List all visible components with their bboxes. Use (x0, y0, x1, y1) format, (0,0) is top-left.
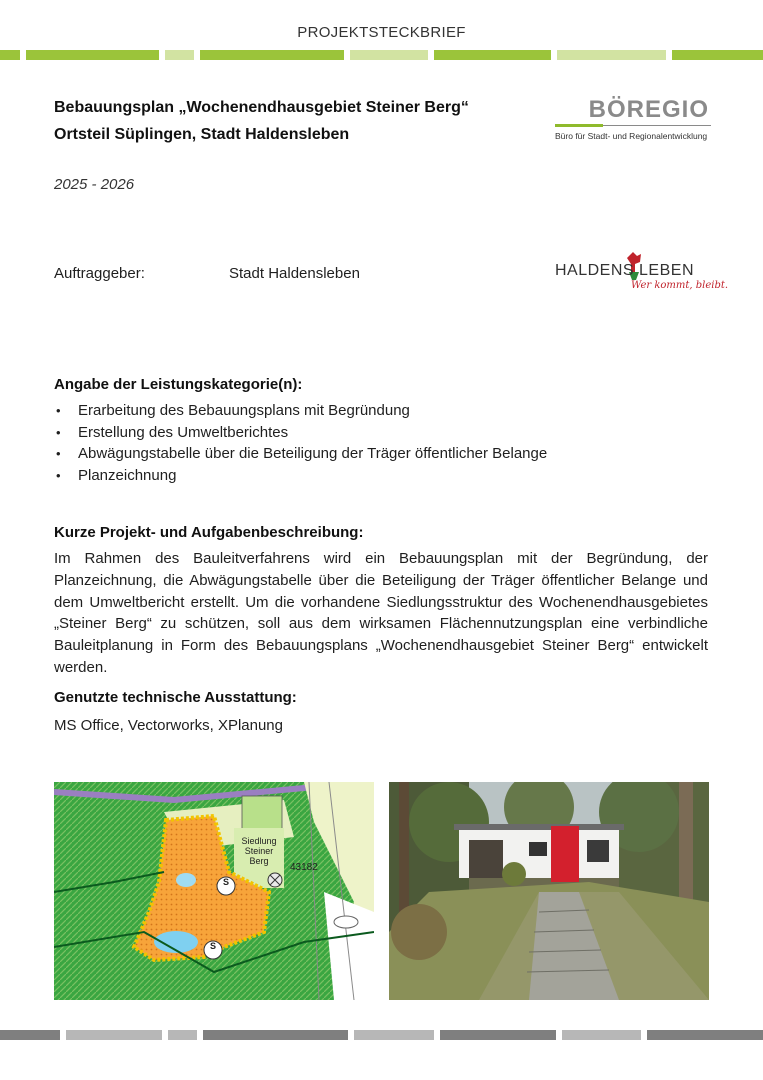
list-item: • Planzeichnung (54, 465, 547, 487)
services-heading: Angabe der Leistungskategorie(n): (54, 376, 303, 393)
list-item: • Erstellung des Umweltberichtes (54, 422, 547, 444)
map-settlement-label (234, 836, 284, 866)
haldensleben-logo (553, 250, 729, 298)
services-list (54, 400, 547, 486)
map-label-line: Steiner (244, 846, 274, 856)
list-item: • Abwägungstabelle über die Beteiligung der Träger öffentlicher Belange (54, 443, 547, 465)
map-symbol-letter: S (209, 941, 216, 951)
bottom-decor-bars (0, 1030, 763, 1040)
top-decor-bars (0, 50, 763, 60)
weekend-house-photo (389, 782, 709, 1000)
boregio-logo (553, 96, 713, 146)
boregio-logo-tagline: Büro für Stadt- und Regionalentwicklung (555, 131, 708, 141)
map-label-line: Siedlung (241, 836, 277, 846)
list-item: • Erarbeitung des Bebauungsplans mit Begründung (54, 400, 547, 422)
project-period: 2025 - 2026 (54, 176, 135, 193)
boregio-logo-rule (603, 125, 711, 126)
plan-map-image (54, 782, 374, 1000)
haldensleben-logo-slogan: Wer kommt, bleibt. (631, 280, 729, 291)
boregio-logo-name: BÖREGIO (588, 96, 709, 123)
tools-heading: Genutzte technische Ausstattung: (54, 689, 297, 706)
description-heading: Kurze Projekt- und Aufgabenbeschreibung: (54, 524, 364, 541)
client-label: Auftraggeber: (54, 265, 145, 282)
project-subtitle: Ortsteil Süplingen, Stadt Haldensleben (54, 126, 350, 143)
project-title: Bebauungsplan „Wochenendhausgebiet Steiner Berg“ (54, 99, 469, 116)
map-label-line: Berg (249, 856, 269, 866)
description-text: Im Rahmen des Bauleitverfahrens wird ein Bebauungsplan mit der Begründung, der Planzeichnung, die Abwägungstabelle über die Beteiligung der Träger öffentlicher Belange und dem Umweltbericht erstellt. Um die vorhandene Siedlungsstruktur des Wochenendhausgebietes „Steiner Berg“ zu schützen, soll aus dem wirksamen Flächennutzungsplan eine verbindliche Bauleitplanung in Form des Bebauungsplans „Wochenendhausgebiet Steiner Berg“ entwickelt werden. (54, 550, 708, 676)
map-symbol-letter: S (222, 877, 229, 887)
boregio-logo-accent (555, 124, 603, 127)
tools-text: MS Office, Vectorworks, XPlanung (54, 717, 283, 734)
client-value: Stadt Haldensleben (229, 265, 360, 282)
document-type-label: PROJEKTSTECKBRIEF (297, 24, 466, 41)
haldensleben-logo-name: HALDENS LEBEN (555, 262, 694, 279)
map-parcel-number: 43182 (290, 862, 318, 873)
